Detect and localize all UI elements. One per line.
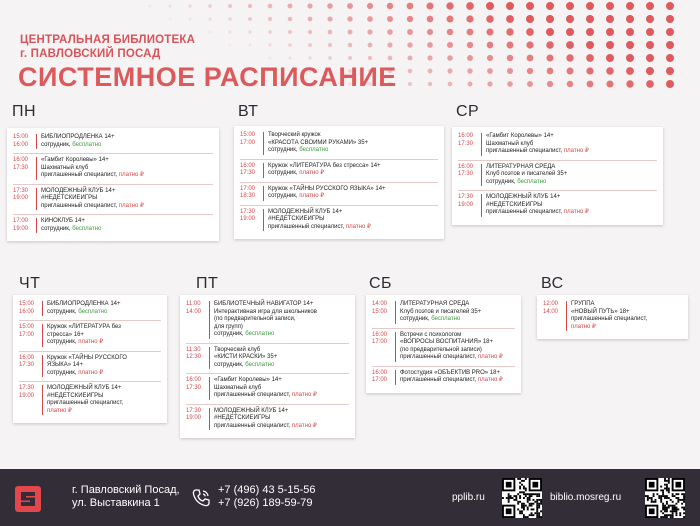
start-time: 17:30	[13, 187, 29, 194]
event-audience: сотрудник,	[47, 308, 79, 315]
event-row	[372, 329, 515, 367]
end-time: 14:00	[543, 308, 559, 315]
end-time: 17:30	[19, 362, 35, 368]
event-audience: приглашенный специалист,	[400, 377, 478, 383]
library-name: ЦЕНТРАЛЬНАЯ БИБЛИОТЕКА	[20, 34, 196, 46]
start-time: 16:00	[372, 331, 388, 338]
event-info	[41, 157, 213, 180]
event-row	[240, 183, 438, 206]
start-time: 16:00	[19, 354, 35, 361]
event-row	[543, 298, 682, 335]
event-audience-line	[47, 309, 161, 317]
price-paid-badge: платно ₽	[47, 407, 72, 414]
event-title-line: Шахматный клуб	[486, 140, 534, 147]
day-schedule-card	[7, 128, 219, 241]
event-title-line: #НЕДЕТСКИЕИГРЫ	[486, 201, 543, 208]
day-label: ПТ	[196, 275, 219, 292]
start-time: 15:00	[19, 301, 35, 307]
phone-icon	[191, 488, 211, 508]
event-info	[400, 301, 515, 324]
day-label: ВТ	[238, 103, 259, 120]
event-info	[268, 186, 438, 201]
time-divider	[42, 385, 43, 415]
event-title-line: БИБЛИОПРОДЛЕНКА 14+	[41, 134, 115, 140]
event-title-line: Шахматный клуб	[214, 384, 262, 391]
end-time: 18:30	[240, 193, 256, 199]
event-title-line: «НОВЫЙ ПУТЬ» 18+	[571, 308, 630, 315]
event-row	[458, 161, 657, 192]
event-info	[47, 385, 161, 415]
event-title-line: Интерактивная игра для школьников	[214, 308, 317, 315]
price-free-badge: бесплатно	[517, 178, 547, 185]
event-audience: приглашенный специалист,	[41, 172, 119, 178]
event-time	[13, 188, 33, 211]
event-title-line: Фотостудия «ОБЪЕКТИВ PRO» 18+	[400, 369, 500, 376]
start-time: 12:00	[543, 301, 559, 307]
start-time: 15:00	[240, 132, 256, 138]
event-audience: сотрудник,	[41, 141, 73, 148]
time-divider	[566, 301, 567, 331]
price-paid-badge: платно ₽	[571, 323, 596, 330]
end-time: 16:00	[13, 141, 29, 148]
start-time: 16:00	[458, 133, 474, 139]
event-audience-line	[41, 142, 213, 150]
day-label: ПН	[12, 103, 37, 120]
end-time: 17:30	[186, 384, 202, 391]
event-title-line: «Гамбит Королевы» 14+	[41, 157, 109, 163]
event-info	[400, 332, 515, 362]
time-divider	[481, 133, 482, 156]
address-line-2: ул. Выставкина 1	[72, 497, 160, 509]
event-title-line: (по предварительной записи)	[400, 346, 482, 353]
footer	[0, 469, 700, 526]
price-free-badge: бесплатно	[299, 147, 329, 153]
end-time: 17:30	[458, 140, 474, 147]
event-time	[240, 163, 260, 178]
event-time	[13, 218, 33, 233]
address-line-1: г. Павловский Посад,	[72, 484, 180, 496]
event-title-line: МОЛОДЕЖНЫЙ КЛУБ 14+	[214, 407, 289, 414]
event-audience: приглашенный специалист,	[214, 422, 292, 429]
event-info	[400, 370, 515, 385]
event-row	[19, 298, 161, 321]
event-audience: сотрудник,	[47, 369, 79, 376]
day-label: СБ	[369, 275, 393, 292]
event-audience-line	[268, 224, 438, 232]
time-divider	[209, 347, 210, 370]
end-time: 19:00	[19, 392, 35, 399]
event-title-line: Клуб поэтов и писателей 35+	[400, 308, 482, 315]
price-free-badge: бесплатно	[431, 316, 461, 322]
event-audience-line	[214, 362, 349, 370]
event-time	[19, 385, 39, 415]
event-info	[47, 301, 161, 316]
end-time: 17:00	[240, 139, 256, 146]
price-paid-badge: платно ₽	[78, 339, 104, 345]
phone-1[interactable]: +7 (496) 43 5-15-56	[218, 484, 316, 496]
event-info	[41, 134, 213, 149]
start-time: 16:00	[186, 377, 202, 383]
event-info	[268, 209, 438, 232]
event-audience-line	[214, 331, 349, 339]
event-time	[372, 370, 392, 385]
end-time: 19:00	[458, 201, 474, 208]
day-label: ЧТ	[19, 275, 41, 292]
price-paid-badge: платно ₽	[563, 209, 589, 215]
page-title: СИСТЕМНОЕ РАСПИСАНИЕ	[18, 62, 397, 92]
event-row	[19, 321, 161, 352]
start-time: 17:30	[240, 208, 256, 215]
event-audience-line	[41, 226, 213, 234]
end-time: 19:00	[186, 415, 202, 421]
event-title-line: для групп)	[214, 323, 243, 330]
event-time	[19, 355, 39, 378]
event-info	[214, 301, 349, 339]
event-time	[19, 324, 39, 347]
event-audience-line	[214, 423, 349, 431]
day-schedule-card	[13, 295, 167, 423]
event-title-line: Кружок «ТАЙНЫ РУССКОГО	[47, 354, 127, 361]
start-time: 17:30	[186, 407, 202, 414]
event-row	[13, 131, 213, 154]
library-city: г. ПАВЛОВСКИЙ ПОСАД	[20, 48, 161, 60]
end-time: 19:00	[13, 225, 29, 232]
event-audience-line	[41, 172, 213, 180]
end-time: 17:30	[458, 171, 474, 177]
event-audience: сотрудник,	[486, 178, 518, 185]
event-audience-line	[47, 408, 161, 416]
event-audience: сотрудник,	[400, 316, 432, 322]
time-divider	[36, 134, 37, 149]
event-row	[240, 129, 438, 160]
start-time: 16:00	[240, 162, 256, 169]
price-paid-badge: платно ₽	[345, 223, 371, 230]
event-row	[19, 382, 161, 419]
site-link-pplib[interactable]: pplib.ru	[452, 492, 485, 503]
start-time: 15:00	[13, 134, 29, 140]
event-title-line: КИНОКЛУБ 14+	[41, 218, 85, 224]
price-paid-badge: платно ₽	[299, 193, 325, 199]
event-audience-line	[47, 339, 161, 347]
event-row	[186, 344, 349, 375]
event-time	[458, 194, 478, 217]
end-time: 14:00	[186, 308, 202, 315]
start-time: 14:00	[372, 301, 388, 307]
day-label: СР	[456, 103, 480, 120]
event-audience-line	[571, 324, 682, 332]
event-audience-line	[47, 370, 161, 378]
time-divider	[209, 301, 210, 339]
start-time: 17:00	[13, 218, 29, 224]
event-audience: приглашенный специалист,	[486, 209, 564, 215]
event-audience: сотрудник,	[41, 225, 73, 232]
event-audience: сотрудник,	[214, 331, 246, 337]
event-info	[486, 194, 657, 217]
event-info	[268, 163, 438, 178]
event-info	[571, 301, 682, 331]
event-title-line: БИБЛИОПРОДЛЕНКА 14+	[47, 301, 121, 307]
event-title-line: МОЛОДЕЖНЫЙ КЛУБ 14+	[486, 194, 561, 200]
time-divider	[395, 332, 396, 362]
event-title-line: Творческий кружок	[268, 132, 321, 138]
event-time	[240, 186, 260, 201]
start-time: 16:00	[372, 369, 388, 376]
price-paid-badge: платно ₽	[563, 148, 589, 154]
phones	[218, 484, 316, 510]
event-row	[13, 215, 213, 237]
event-row	[13, 185, 213, 216]
time-divider	[42, 355, 43, 378]
end-time: 17:00	[372, 377, 388, 383]
price-free-badge: бесплатно	[72, 225, 102, 232]
start-time: 17:30	[458, 194, 474, 200]
event-title-line: «КРАСОТА СВОИМИ РУКАМИ» 35+	[268, 139, 369, 146]
start-time: 11:00	[186, 301, 201, 307]
end-time: 17:00	[372, 339, 388, 345]
event-title-line: приглашенный специалист,	[47, 400, 124, 406]
time-divider	[36, 157, 37, 180]
day-schedule-card	[537, 295, 688, 339]
event-audience-line	[486, 179, 657, 187]
event-time	[13, 134, 33, 149]
event-info	[214, 347, 349, 370]
site-link-biblio[interactable]: biblio.mosreg.ru	[550, 492, 622, 503]
time-divider	[36, 218, 37, 233]
start-time: 17:30	[19, 385, 35, 391]
price-free-badge: бесплатно	[78, 308, 108, 315]
event-audience: сотрудник,	[268, 193, 300, 199]
price-free-badge: бесплатно	[245, 331, 275, 337]
price-paid-badge: платно ₽	[291, 392, 317, 398]
address	[72, 484, 180, 510]
price-paid-badge: платно ₽	[477, 354, 503, 360]
event-title-line: Кружок «ЛИТЕРАТУРА без	[47, 324, 121, 330]
event-title-line: Встречи с психологом	[400, 331, 462, 338]
time-divider	[42, 324, 43, 347]
event-title-line: ЛИТЕРАТУРНАЯ СРЕДА	[486, 163, 556, 170]
event-audience-line	[41, 203, 213, 211]
event-row	[458, 130, 657, 161]
day-label: ВС	[541, 275, 564, 292]
event-info	[486, 133, 657, 156]
event-audience: сотрудник,	[268, 170, 300, 176]
price-free-badge: бесплатно	[72, 141, 102, 148]
price-free-badge: бесплатно	[245, 361, 275, 368]
event-row	[186, 298, 349, 344]
event-audience-line	[486, 209, 657, 217]
time-divider	[395, 370, 396, 385]
time-divider	[42, 301, 43, 316]
event-row	[372, 298, 515, 329]
event-time	[186, 347, 206, 370]
event-audience-line	[400, 377, 515, 385]
day-schedule-card	[452, 127, 663, 225]
event-title-line: стресса» 16+	[47, 331, 84, 338]
event-audience-line	[268, 147, 438, 155]
event-title-line: (по предварительной записи,	[214, 316, 296, 322]
event-audience: приглашенный специалист,	[214, 392, 292, 398]
time-divider	[263, 209, 264, 232]
event-time	[240, 209, 260, 232]
event-row	[372, 367, 515, 389]
event-row	[240, 160, 438, 183]
event-audience-line	[214, 392, 349, 400]
event-audience-line	[400, 354, 515, 362]
event-title-line: «КИСТИ КРАСКИ» 35+	[214, 354, 278, 360]
day-schedule-card	[180, 295, 355, 438]
time-divider	[395, 301, 396, 324]
price-paid-badge: платно ₽	[291, 422, 317, 429]
event-title-line: #НЕДЕТСКИЕИГРЫ	[41, 195, 98, 201]
price-paid-badge: платно ₽	[118, 202, 144, 209]
start-time: 17:00	[240, 185, 256, 192]
event-row	[186, 405, 349, 435]
event-title-line: #НЕДЕТСКИЕИГРЫ	[47, 392, 104, 399]
time-divider	[263, 163, 264, 178]
event-title-line: «ВОПРОСЫ ВОСПИТАНИЯ» 18+	[400, 339, 494, 345]
event-info	[486, 164, 657, 187]
event-time	[186, 408, 206, 431]
event-title-line: МОЛОДЕЖНЫЙ КЛУБ 14+	[47, 385, 122, 391]
event-audience-line	[268, 193, 438, 201]
event-row	[240, 206, 438, 236]
library-logo-icon	[15, 486, 41, 512]
start-time: 15:00	[19, 324, 35, 330]
event-info	[268, 132, 438, 155]
event-title-line: Творческий клуб	[214, 346, 261, 353]
event-audience: сотрудник,	[214, 361, 246, 368]
event-time	[240, 132, 260, 155]
event-info	[214, 408, 349, 431]
event-time	[186, 377, 206, 400]
event-time	[458, 164, 478, 187]
event-title-line: Шахматный клуб	[41, 164, 89, 171]
event-title-line: ЯЗЫКА» 14+	[47, 362, 83, 368]
price-paid-badge: платно ₽	[118, 172, 144, 178]
end-time: 17:30	[240, 170, 256, 176]
event-row	[458, 191, 657, 221]
time-divider	[36, 188, 37, 211]
event-title-line: МОЛОДЕЖНЫЙ КЛУБ 14+	[268, 208, 343, 215]
event-title-line: ГРУППА	[571, 301, 595, 307]
event-time	[19, 301, 39, 316]
event-title-line: ЛИТЕРАТУРНАЯ СРЕДА	[400, 301, 470, 307]
end-time: 16:00	[19, 308, 35, 315]
event-title-line: #НЕДЕТСКИЕИГРЫ	[214, 415, 271, 421]
event-audience: приглашенный специалист,	[41, 202, 119, 209]
event-info	[47, 355, 161, 378]
event-time	[186, 301, 206, 339]
qr-code-pplib	[502, 478, 542, 518]
time-divider	[263, 132, 264, 155]
event-row	[13, 154, 213, 185]
event-title-line: Кружок «ЛИТЕРАТУРА без стресса» 14+	[268, 162, 381, 169]
event-title-line: Клуб поэтов и писателей 35+	[486, 171, 568, 177]
event-audience: сотрудник,	[268, 147, 300, 153]
price-paid-badge: платно ₽	[477, 377, 503, 383]
event-title-line: #НЕДЕТСКИЕИГРЫ	[268, 216, 325, 222]
event-info	[47, 324, 161, 347]
event-title-line: «Гамбит Королевы» 14+	[486, 133, 554, 139]
event-time	[372, 332, 392, 362]
end-time: 19:00	[13, 195, 29, 201]
end-time: 19:00	[240, 216, 256, 222]
end-time: 17:00	[19, 331, 35, 338]
event-audience: сотрудник,	[47, 339, 79, 345]
event-audience-line	[400, 316, 515, 324]
event-title-line: «Гамбит Королевы» 14+	[214, 377, 282, 383]
time-divider	[481, 164, 482, 187]
event-info	[214, 377, 349, 400]
event-audience-line	[486, 148, 657, 156]
event-time	[458, 133, 478, 156]
event-info	[41, 188, 213, 211]
day-schedule-card	[234, 126, 444, 239]
time-divider	[209, 377, 210, 400]
end-time: 12:30	[186, 354, 202, 360]
day-schedule-card	[366, 295, 521, 393]
event-audience: приглашенный специалист,	[486, 148, 564, 154]
event-title-line: Кружок «ТАЙНЫ РУССКОГО ЯЗЫКА» 14+	[268, 185, 386, 192]
event-row	[186, 374, 349, 405]
event-time	[372, 301, 392, 324]
event-audience: приглашенный специалист,	[268, 223, 346, 230]
event-time	[543, 301, 563, 331]
event-title-line: МОЛОДЕЖНЫЙ КЛУБ 14+	[41, 187, 116, 194]
phone-2[interactable]: +7 (926) 189-59-79	[218, 497, 313, 509]
start-time: 11:30	[186, 346, 201, 353]
event-info	[41, 218, 213, 233]
time-divider	[263, 186, 264, 201]
price-paid-badge: платно ₽	[78, 369, 104, 376]
end-time: 15:00	[372, 308, 388, 315]
end-time: 17:30	[13, 164, 29, 171]
price-paid-badge: платно ₽	[299, 170, 325, 176]
event-time	[13, 157, 33, 180]
event-audience: приглашенный специалист,	[400, 354, 478, 360]
event-title-line: приглашенный специалист,	[571, 316, 648, 322]
event-title-line: БИБЛИОТЕЧНЫЙ НАВИГАТОР 14+	[214, 301, 314, 307]
event-row	[19, 352, 161, 383]
time-divider	[481, 194, 482, 217]
time-divider	[209, 408, 210, 431]
start-time: 16:00	[13, 157, 29, 163]
event-audience-line	[268, 170, 438, 178]
start-time: 16:00	[458, 163, 474, 170]
qr-code-biblio	[645, 478, 685, 518]
